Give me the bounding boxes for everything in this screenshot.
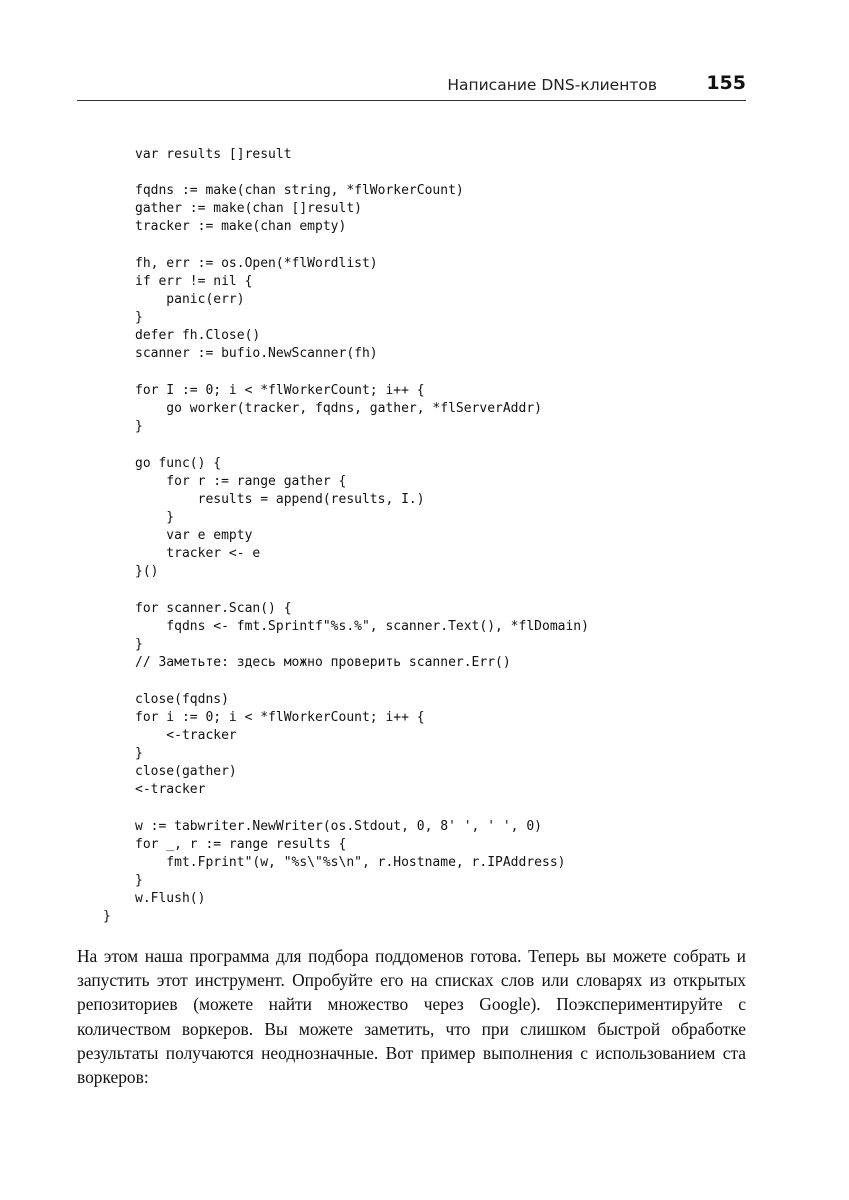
code-line: for r := range gather { [135,474,347,489]
code-line: <-tracker [135,728,237,743]
header-rule [77,100,746,101]
code-line: close(fqdns) [135,692,229,707]
code-line: fqdns := make(chan string, *flWorkerCount) [135,183,464,198]
code-line: for I := 0; i < *flWorkerCount; i++ { [135,383,425,398]
code-line: } [135,637,143,652]
body-paragraph: На этом наша программа для подбора поддоменов готова. Теперь вы можете собрать и запустить этот инструмент. Опробуйте его на списках слов или словарях из открытых репозиториев (можете найти множество через Google). Поэкспериментируйте с количеством воркеров. Вы можете заметить, что при слишком быстрой обработке результаты получаются неоднозначные. Вот пример выполнения с использованием ста воркеров: [77,946,746,1088]
code-line: if err != nil { [135,274,253,289]
code-line: } [103,909,111,924]
code-line: } [135,419,143,434]
code-comment: // Заметьте: здесь можно проверить scanner.Err() [135,655,511,670]
code-line: go worker(tracker, fqdns, gather, *flServerAddr) [135,401,542,416]
code-line: scanner := bufio.NewScanner(fh) [135,346,378,361]
code-line: tracker <- e [135,546,261,561]
code-line: <-tracker [135,782,206,797]
code-line: close(gather) [135,764,237,779]
code-line: fmt.Fprint"(w, "%s\"%s\n", r.Hostname, r.IPAddress) [135,855,566,870]
code-line: fh, err := os.Open(*flWordlist) [135,256,378,271]
code-line: var e empty [135,528,253,543]
code-line: for scanner.Scan() { [135,601,292,616]
page-number: 155 [706,72,746,94]
code-line: var results []result [135,147,292,162]
code-line: } [135,310,143,325]
running-header [77,70,746,100]
code-line: w.Flush() [135,891,206,906]
chapter-title: Написание DNS-клиентов [447,76,657,94]
code-line: w := tabwriter.NewWriter(os.Stdout, 0, 8' ', ' ', 0) [135,819,542,834]
code-line: fqdns <- fmt.Sprintf"%s.%", scanner.Text(), *flDomain) [135,619,589,634]
code-line: for _, r := range results { [135,837,347,852]
code-line: tracker := make(chan empty) [135,219,347,234]
code-line: panic(err) [135,292,245,307]
code-line: } [135,510,175,525]
code-line: gather := make(chan []result) [135,201,362,216]
code-line: defer fh.Close() [135,328,261,343]
code-line: results = append(results, I.) [135,492,425,507]
code-line: }() [135,564,159,579]
code-line: go func() { [135,456,222,471]
code-line: } [135,746,143,761]
code-line: for i := 0; i < *flWorkerCount; i++ { [135,710,425,725]
code-line: } [135,873,143,888]
